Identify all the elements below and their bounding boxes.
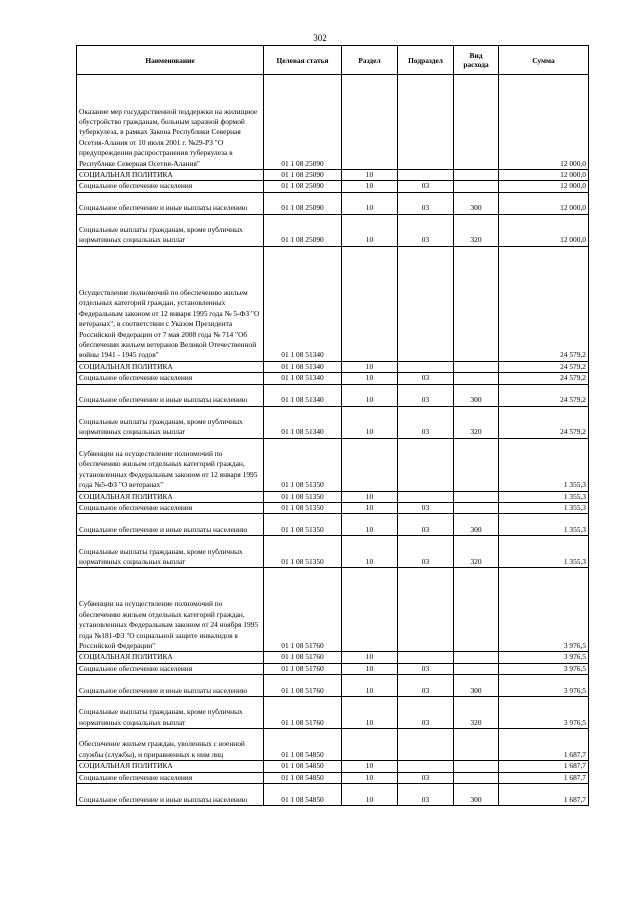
- row-subsection-cell: [398, 246, 454, 361]
- row-sum-cell: 3 976,5: [499, 697, 589, 729]
- table-row: [77, 361, 589, 372]
- table-row: [77, 772, 589, 783]
- row-code-cell: 01 1 08 51760: [264, 568, 342, 652]
- row-code-cell: 01 1 08 51760: [264, 697, 342, 729]
- row-sum-cell: 1 687,7: [499, 761, 589, 772]
- row-subsection-cell: 03: [398, 784, 454, 806]
- column-header-subsection: Подраздел: [398, 46, 454, 75]
- row-expense-type-cell: [454, 373, 499, 384]
- row-expense-type-cell: [454, 75, 499, 170]
- row-code-cell: 01 1 08 54850: [264, 784, 342, 806]
- row-name-cell: Оказание мер государственной поддержки на жилищное обустройство гражданам, больным заразной формой туберкулеза, в рамках Закона Республики Северная Осетия-Алания от 10 июля 2001 г. №29-РЗ "О предупреждении распространения туберкулеза в Республике Северная Осетия-Алания": [77, 75, 264, 170]
- table-row: [77, 729, 589, 761]
- budget-table: [76, 45, 589, 806]
- row-section-cell: 10: [342, 192, 398, 214]
- row-section-cell: [342, 729, 398, 761]
- row-code-cell: 01 1 08 51340: [264, 373, 342, 384]
- row-name-cell: Обеспечение жильем граждан, уволенных с военной службы (службы), и приравненных к ним лиц: [77, 729, 264, 761]
- table-row: [77, 491, 589, 502]
- row-expense-type-cell: 300: [454, 514, 499, 536]
- row-code-cell: 01 1 08 51350: [264, 514, 342, 536]
- table-row: [77, 181, 589, 192]
- row-expense-type-cell: [454, 491, 499, 502]
- page-number: 302: [313, 33, 327, 43]
- row-subsection-cell: 03: [398, 697, 454, 729]
- row-subsection-cell: 03: [398, 663, 454, 674]
- row-name-cell: Социальные выплаты гражданам, кроме публичных нормативных социальных выплат: [77, 697, 264, 729]
- row-subsection-cell: [398, 361, 454, 372]
- row-section-cell: 10: [342, 361, 398, 372]
- row-section-cell: 10: [342, 491, 398, 502]
- row-name-cell: Осуществление полномочий по обеспечению жильем отдельных категорий граждан, установленных Федеральным законом от 12 января 1995 года № 5-ФЗ "О ветеранах", в соответствии с Указом Президента Российской Федерации от 7 мая 2008 года № 714 "Об обеспечении жильем ветеранов Великой Отечественной войны 1941 - 1945 годов": [77, 246, 264, 361]
- row-name-cell: Социальное обеспечение и иные выплаты населению: [77, 192, 264, 214]
- row-name-cell: Социальное обеспечение населения: [77, 503, 264, 514]
- row-section-cell: 10: [342, 761, 398, 772]
- row-name-cell: СОЦИАЛЬНАЯ ПОЛИТИКА: [77, 361, 264, 372]
- row-expense-type-cell: 300: [454, 384, 499, 406]
- row-name-cell: Социальное обеспечение и иные выплаты населению: [77, 784, 264, 806]
- row-expense-type-cell: 300: [454, 675, 499, 697]
- row-code-cell: 01 1 08 51350: [264, 536, 342, 568]
- row-sum-cell: 12 000,0: [499, 181, 589, 192]
- row-section-cell: 10: [342, 373, 398, 384]
- row-sum-cell: 3 976,5: [499, 675, 589, 697]
- row-section-cell: 10: [342, 214, 398, 246]
- row-name-cell: Социальное обеспечение населения: [77, 373, 264, 384]
- row-subsection-cell: 03: [398, 181, 454, 192]
- row-section-cell: 10: [342, 536, 398, 568]
- row-name-cell: Социальное обеспечение и иные выплаты населению: [77, 384, 264, 406]
- column-header-expense-type: Вид расхода: [454, 46, 499, 75]
- row-subsection-cell: [398, 761, 454, 772]
- row-sum-cell: 12 000,0: [499, 170, 589, 181]
- row-expense-type-cell: 320: [454, 536, 499, 568]
- row-section-cell: 10: [342, 675, 398, 697]
- table-row: [77, 503, 589, 514]
- row-sum-cell: 1 355,3: [499, 503, 589, 514]
- table-row: [77, 214, 589, 246]
- row-expense-type-cell: [454, 438, 499, 491]
- table-row: [77, 170, 589, 181]
- table-row: [77, 697, 589, 729]
- row-name-cell: Субвенции на осуществление полномочий по обеспечению жильем отдельных категорий граждан, установленных Федеральным законом от 24 ноября 1995 года №181-ФЗ "О социальной защите инвалидов в Российской Федерации": [77, 568, 264, 652]
- row-expense-type-cell: [454, 568, 499, 652]
- row-sum-cell: 24 579,2: [499, 361, 589, 372]
- row-subsection-cell: 03: [398, 406, 454, 438]
- row-name-cell: Социальное обеспечение и иные выплаты населению: [77, 675, 264, 697]
- row-section-cell: 10: [342, 384, 398, 406]
- row-section-cell: 10: [342, 784, 398, 806]
- row-code-cell: 01 1 08 25090: [264, 75, 342, 170]
- row-code-cell: 01 1 08 25090: [264, 170, 342, 181]
- row-sum-cell: 1 355,3: [499, 438, 589, 491]
- row-section-cell: [342, 75, 398, 170]
- row-subsection-cell: [398, 75, 454, 170]
- row-section-cell: 10: [342, 514, 398, 536]
- row-sum-cell: 12 000,0: [499, 75, 589, 170]
- table-row: [77, 384, 589, 406]
- row-section-cell: [342, 246, 398, 361]
- row-code-cell: 01 1 08 51340: [264, 246, 342, 361]
- row-name-cell: Социальное обеспечение населения: [77, 663, 264, 674]
- row-subsection-cell: 03: [398, 503, 454, 514]
- column-header-code: Целевая статья: [264, 46, 342, 75]
- table-row: [77, 406, 589, 438]
- row-subsection-cell: 03: [398, 214, 454, 246]
- row-expense-type-cell: [454, 663, 499, 674]
- table-row: [77, 246, 589, 361]
- row-expense-type-cell: [454, 772, 499, 783]
- row-expense-type-cell: 320: [454, 697, 499, 729]
- row-code-cell: 01 1 08 51760: [264, 652, 342, 663]
- row-section-cell: 10: [342, 503, 398, 514]
- row-subsection-cell: [398, 652, 454, 663]
- row-expense-type-cell: 300: [454, 192, 499, 214]
- row-code-cell: 01 1 08 25090: [264, 214, 342, 246]
- row-sum-cell: 1 687,7: [499, 772, 589, 783]
- row-code-cell: 01 1 08 51340: [264, 384, 342, 406]
- row-sum-cell: 1 355,3: [499, 491, 589, 502]
- table-row: [77, 568, 589, 652]
- row-expense-type-cell: [454, 652, 499, 663]
- row-expense-type-cell: [454, 503, 499, 514]
- table-row: [77, 514, 589, 536]
- row-expense-type-cell: 320: [454, 406, 499, 438]
- row-code-cell: 01 1 08 51350: [264, 503, 342, 514]
- row-sum-cell: 1 355,3: [499, 514, 589, 536]
- row-subsection-cell: [398, 438, 454, 491]
- row-section-cell: 10: [342, 181, 398, 192]
- row-name-cell: Субвенции на осуществление полномочий по обеспечению жильем отдельных категорий граждан, установленных Федеральным законом от 12 января 1995 года №5-ФЗ "О ветеранах": [77, 438, 264, 491]
- row-expense-type-cell: [454, 761, 499, 772]
- row-code-cell: 01 1 08 51340: [264, 361, 342, 372]
- column-header-section: Раздел: [342, 46, 398, 75]
- row-name-cell: СОЦИАЛЬНАЯ ПОЛИТИКА: [77, 491, 264, 502]
- row-subsection-cell: [398, 170, 454, 181]
- row-sum-cell: 3 976,5: [499, 568, 589, 652]
- row-sum-cell: 3 976,5: [499, 652, 589, 663]
- row-name-cell: Социальное обеспечение населения: [77, 772, 264, 783]
- row-code-cell: 01 1 08 54850: [264, 729, 342, 761]
- row-code-cell: 01 1 08 51350: [264, 491, 342, 502]
- row-sum-cell: 3 976,5: [499, 663, 589, 674]
- row-sum-cell: 24 579,2: [499, 246, 589, 361]
- row-sum-cell: 24 579,2: [499, 406, 589, 438]
- row-expense-type-cell: [454, 181, 499, 192]
- row-name-cell: СОЦИАЛЬНАЯ ПОЛИТИКА: [77, 652, 264, 663]
- row-sum-cell: 1 355,3: [499, 536, 589, 568]
- row-name-cell: Социальные выплаты гражданам, кроме публичных нормативных социальных выплат: [77, 536, 264, 568]
- table-row: [77, 536, 589, 568]
- row-expense-type-cell: [454, 246, 499, 361]
- row-sum-cell: 12 000,0: [499, 214, 589, 246]
- row-sum-cell: 1 687,7: [499, 729, 589, 761]
- row-section-cell: 10: [342, 772, 398, 783]
- row-subsection-cell: 03: [398, 384, 454, 406]
- row-subsection-cell: 03: [398, 675, 454, 697]
- row-sum-cell: 1 687,7: [499, 784, 589, 806]
- row-code-cell: 01 1 08 54850: [264, 761, 342, 772]
- row-code-cell: 01 1 08 51760: [264, 663, 342, 674]
- row-name-cell: Социальные выплаты гражданам, кроме публичных нормативных социальных выплат: [77, 406, 264, 438]
- row-name-cell: Социальные выплаты гражданам, кроме публичных нормативных социальных выплат: [77, 214, 264, 246]
- row-expense-type-cell: [454, 170, 499, 181]
- row-section-cell: [342, 568, 398, 652]
- row-name-cell: Социальное обеспечение населения: [77, 181, 264, 192]
- row-subsection-cell: [398, 568, 454, 652]
- row-subsection-cell: 03: [398, 536, 454, 568]
- row-section-cell: 10: [342, 663, 398, 674]
- column-header-sum: Сумма: [499, 46, 589, 75]
- table-row: [77, 438, 589, 491]
- table-row: [77, 652, 589, 663]
- table-row: [77, 192, 589, 214]
- row-section-cell: 10: [342, 170, 398, 181]
- table-row: [77, 784, 589, 806]
- table-header-row: [77, 46, 589, 75]
- row-sum-cell: 12 000,0: [499, 192, 589, 214]
- row-code-cell: 01 1 08 25090: [264, 192, 342, 214]
- row-subsection-cell: 03: [398, 192, 454, 214]
- row-subsection-cell: [398, 729, 454, 761]
- row-subsection-cell: 03: [398, 772, 454, 783]
- row-expense-type-cell: [454, 729, 499, 761]
- row-section-cell: [342, 438, 398, 491]
- column-header-name: Наименование: [77, 46, 264, 75]
- row-code-cell: 01 1 08 54850: [264, 772, 342, 783]
- table-row: [77, 663, 589, 674]
- row-name-cell: СОЦИАЛЬНАЯ ПОЛИТИКА: [77, 761, 264, 772]
- row-name-cell: СОЦИАЛЬНАЯ ПОЛИТИКА: [77, 170, 264, 181]
- row-subsection-cell: [398, 491, 454, 502]
- row-code-cell: 01 1 08 51350: [264, 438, 342, 491]
- table-row: [77, 761, 589, 772]
- table-row: [77, 373, 589, 384]
- row-code-cell: 01 1 08 51340: [264, 406, 342, 438]
- table-row: [77, 675, 589, 697]
- row-sum-cell: 24 579,2: [499, 373, 589, 384]
- row-expense-type-cell: [454, 361, 499, 372]
- row-expense-type-cell: 300: [454, 784, 499, 806]
- row-subsection-cell: 03: [398, 514, 454, 536]
- row-section-cell: 10: [342, 406, 398, 438]
- row-code-cell: 01 1 08 25090: [264, 181, 342, 192]
- row-code-cell: 01 1 08 51760: [264, 675, 342, 697]
- row-sum-cell: 24 579,2: [499, 384, 589, 406]
- row-expense-type-cell: 320: [454, 214, 499, 246]
- row-subsection-cell: 03: [398, 373, 454, 384]
- row-section-cell: 10: [342, 697, 398, 729]
- table-row: [77, 75, 589, 170]
- row-section-cell: 10: [342, 652, 398, 663]
- row-name-cell: Социальное обеспечение и иные выплаты населению: [77, 514, 264, 536]
